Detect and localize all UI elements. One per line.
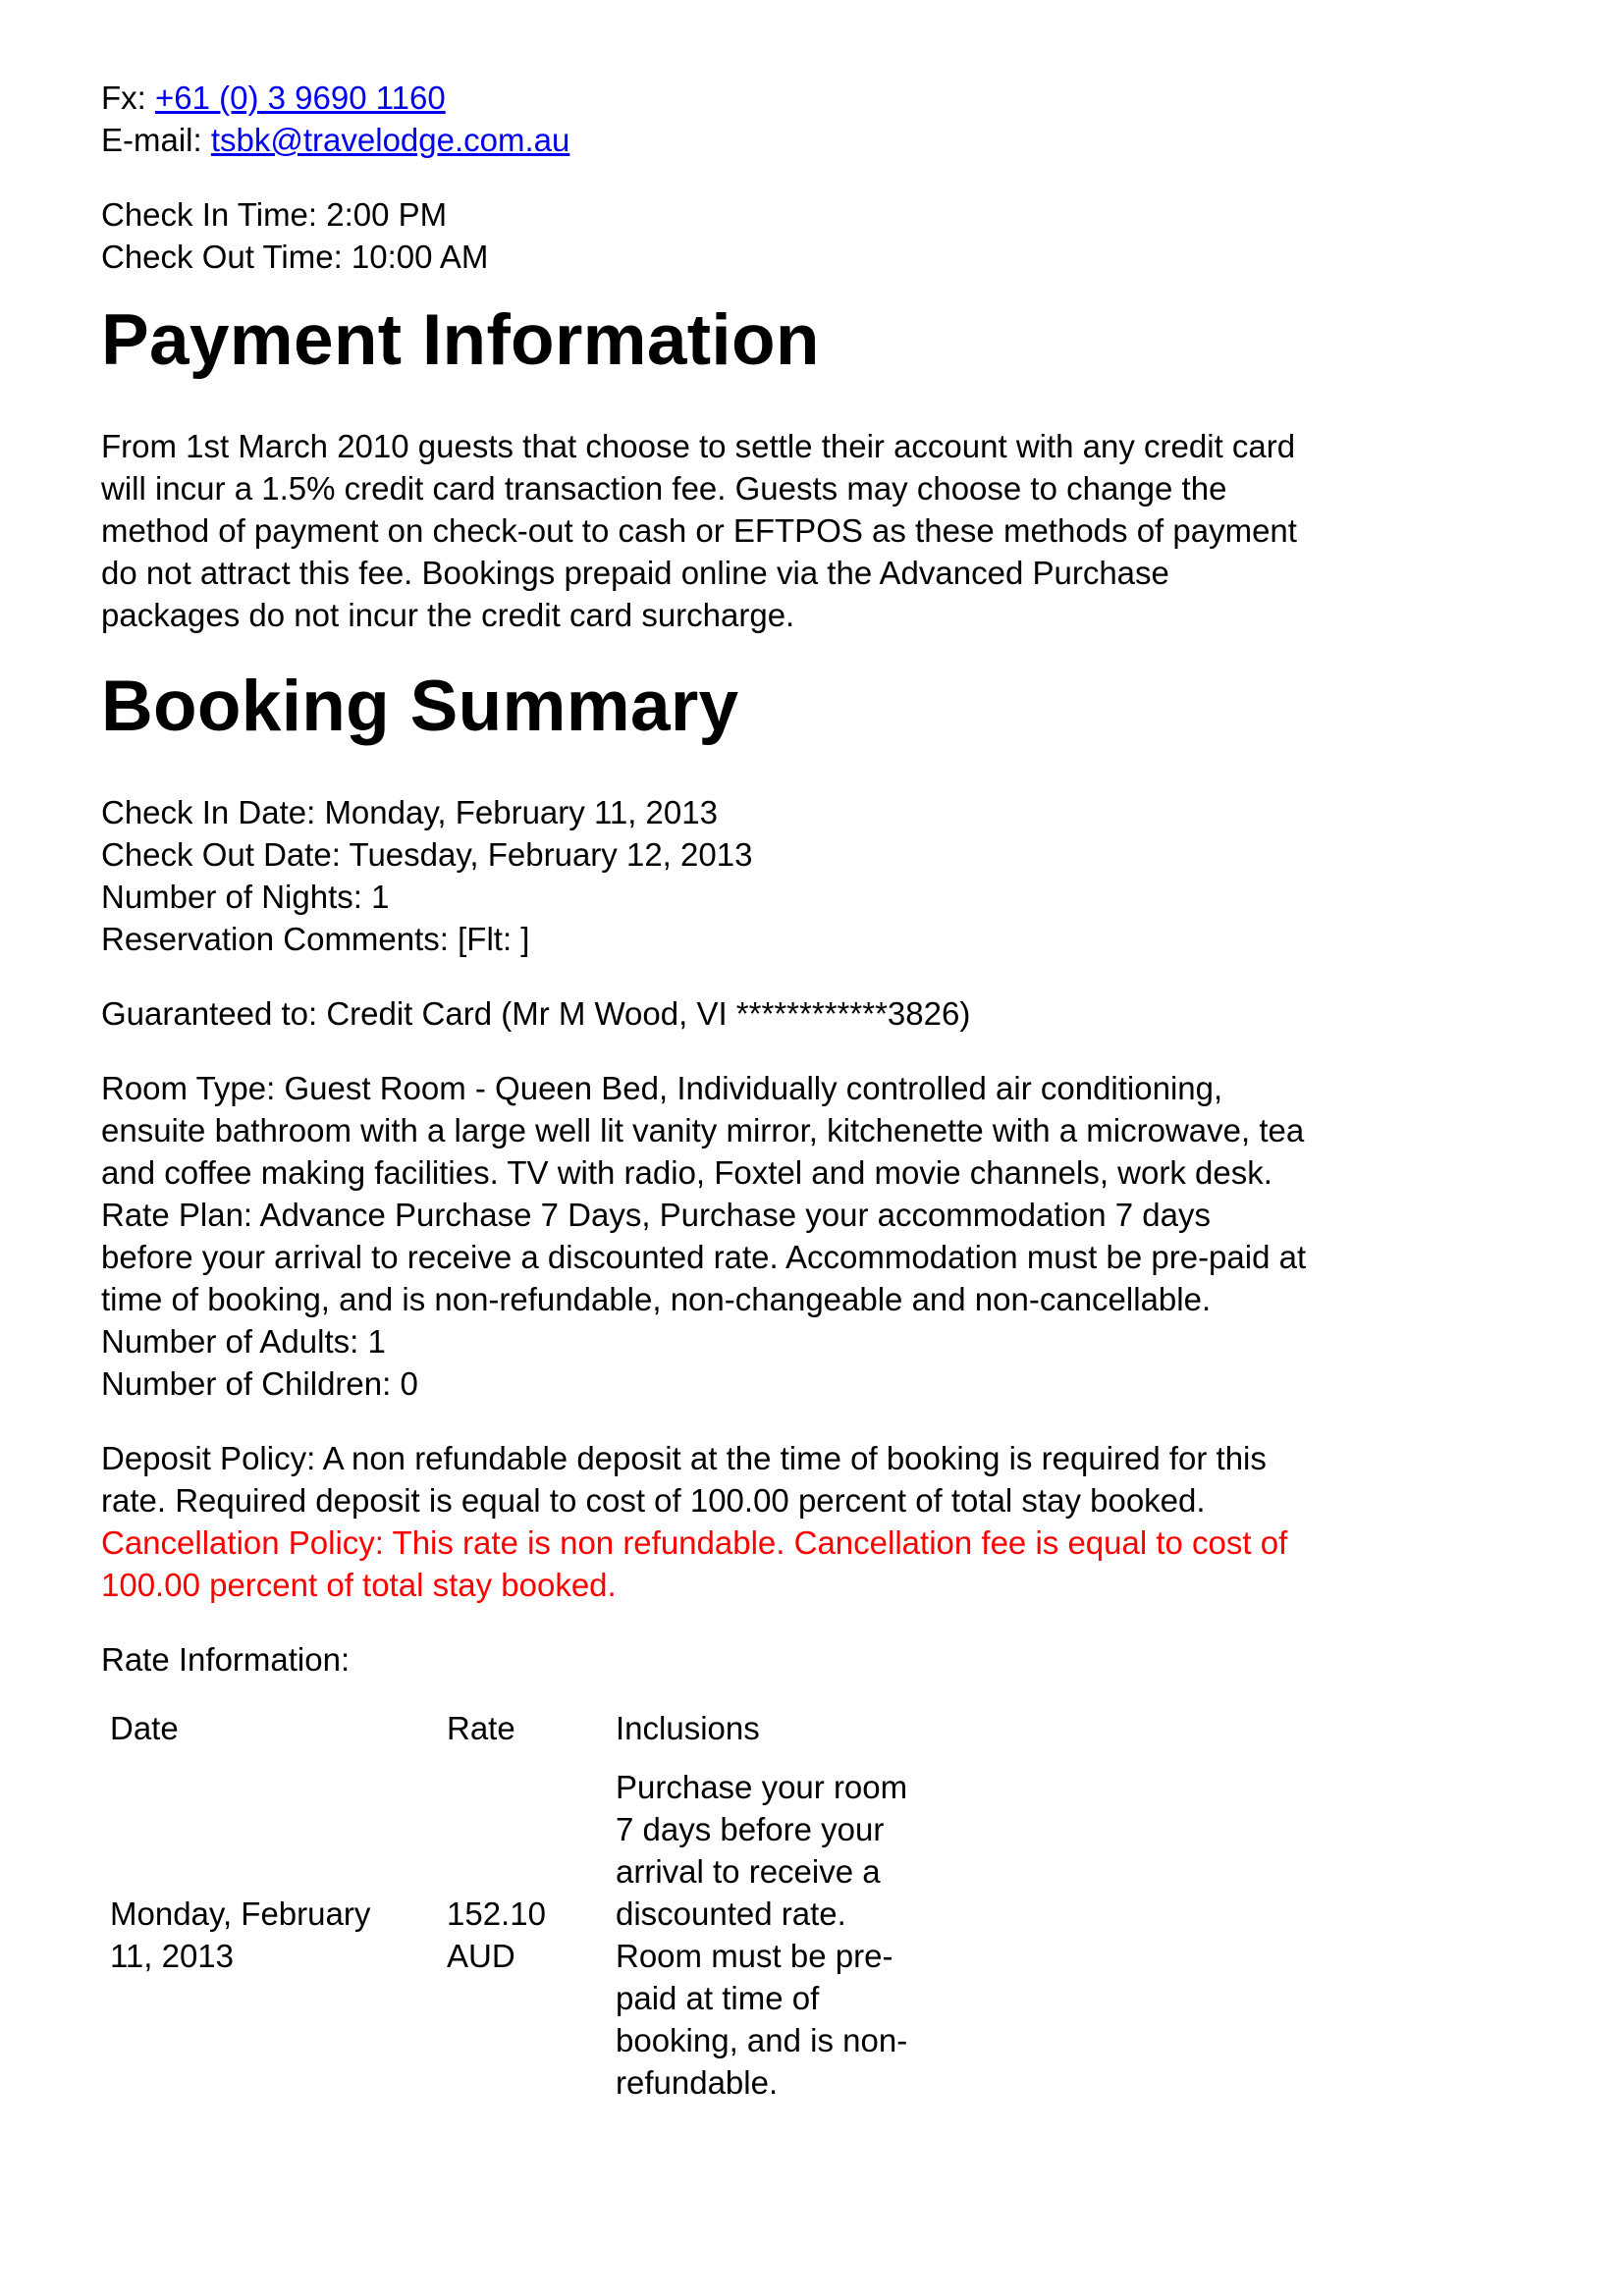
header-inclusions: Inclusions — [616, 1710, 760, 1746]
email-link[interactable]: tsbk@travelodge.com.au — [210, 122, 570, 158]
payment-paragraph — [101, 425, 1368, 636]
table-row — [101, 1766, 930, 2104]
guaranteed-to: Guaranteed to: Credit Card (Mr M Wood, VI ************3826) — [101, 995, 971, 1032]
email-line — [101, 119, 1368, 161]
rate-table — [101, 1707, 930, 2104]
booking-heading: Booking Summary — [101, 667, 739, 746]
cancellation-policy-line: 100.00 percent of total stay booked. — [101, 1567, 617, 1603]
room-details-block — [101, 1067, 1368, 1405]
number-of-children: Number of Children: 0 — [101, 1365, 418, 1402]
payment-line: method of payment on check-out to cash or EFTPOS as these methods of payment — [101, 512, 1297, 549]
rate-plan-line: before your arrival to receive a discounted rate. Accommodation must be pre-paid at — [101, 1239, 1307, 1275]
check-in-date: Check In Date: Monday, February 11, 2013 — [101, 794, 718, 830]
rate-table-header — [101, 1707, 930, 1766]
payment-line: will incur a 1.5% credit card transaction fee. Guests may choose to change the — [101, 470, 1227, 507]
check-out-date: Check Out Date: Tuesday, February 12, 2013 — [101, 836, 753, 873]
rate-plan-line: Rate Plan: Advance Purchase 7 Days, Purchase your accommodation 7 days — [101, 1197, 1211, 1233]
reservation-comments: Reservation Comments: [Flt: ] — [101, 921, 530, 957]
fax-link[interactable]: +61 (0) 3 9690 1160 — [155, 80, 446, 116]
payment-line: packages do not incur the credit card surcharge. — [101, 597, 795, 633]
fax-label: Fx: — [101, 80, 146, 116]
header-rate: Rate — [447, 1710, 515, 1746]
times-block — [101, 193, 1368, 278]
contact-block — [101, 77, 1368, 161]
rate-plan-line: time of booking, and is non-refundable, non-changeable and non-cancellable. — [101, 1281, 1212, 1317]
guarantee-block — [101, 992, 1368, 1035]
room-line: and coffee making facilities. TV with radio, Foxtel and movie channels, work desk. — [101, 1154, 1272, 1191]
policy-block — [101, 1437, 1368, 1606]
room-line: Room Type: Guest Room - Queen Bed, Individually controlled air conditioning, — [101, 1070, 1223, 1106]
header-date: Date — [110, 1710, 179, 1746]
row-rate: 152.10 AUD — [447, 1896, 546, 1974]
fax-line — [101, 77, 1368, 119]
number-of-nights: Number of Nights: 1 — [101, 879, 390, 915]
number-of-adults: Number of Adults: 1 — [101, 1323, 386, 1360]
room-line: ensuite bathroom with a large well lit vanity mirror, kitchenette with a microwave, tea — [101, 1112, 1305, 1148]
cancellation-policy-line: Cancellation Policy: This rate is non refundable. Cancellation fee is equal to cost of — [101, 1524, 1288, 1561]
deposit-policy-line: Deposit Policy: A non refundable deposit at the time of booking is required for this — [101, 1440, 1267, 1476]
check-out-time: Check Out Time: 10:00 AM — [101, 239, 489, 275]
row-date: Monday, February 11, 2013 — [110, 1896, 371, 1974]
rate-information-label: Rate Information: — [101, 1641, 351, 1678]
check-in-time: Check In Time: 2:00 PM — [101, 196, 448, 233]
deposit-policy-line: rate. Required deposit is equal to cost of 100.00 percent of total stay booked. — [101, 1482, 1206, 1519]
stay-dates-block — [101, 791, 1368, 960]
document-page — [101, 77, 1368, 2104]
row-inclusions: Purchase your room 7 days before your arrival to receive a discounted rate. Room must be pre- paid at time of booking, and is non- refundable. — [616, 1769, 908, 2101]
payment-line: From 1st March 2010 guests that choose to settle their account with any credit card — [101, 428, 1296, 464]
payment-heading: Payment Information — [101, 300, 820, 380]
email-label: E-mail: — [101, 122, 202, 158]
payment-line: do not attract this fee. Bookings prepaid online via the Advanced Purchase — [101, 555, 1169, 591]
